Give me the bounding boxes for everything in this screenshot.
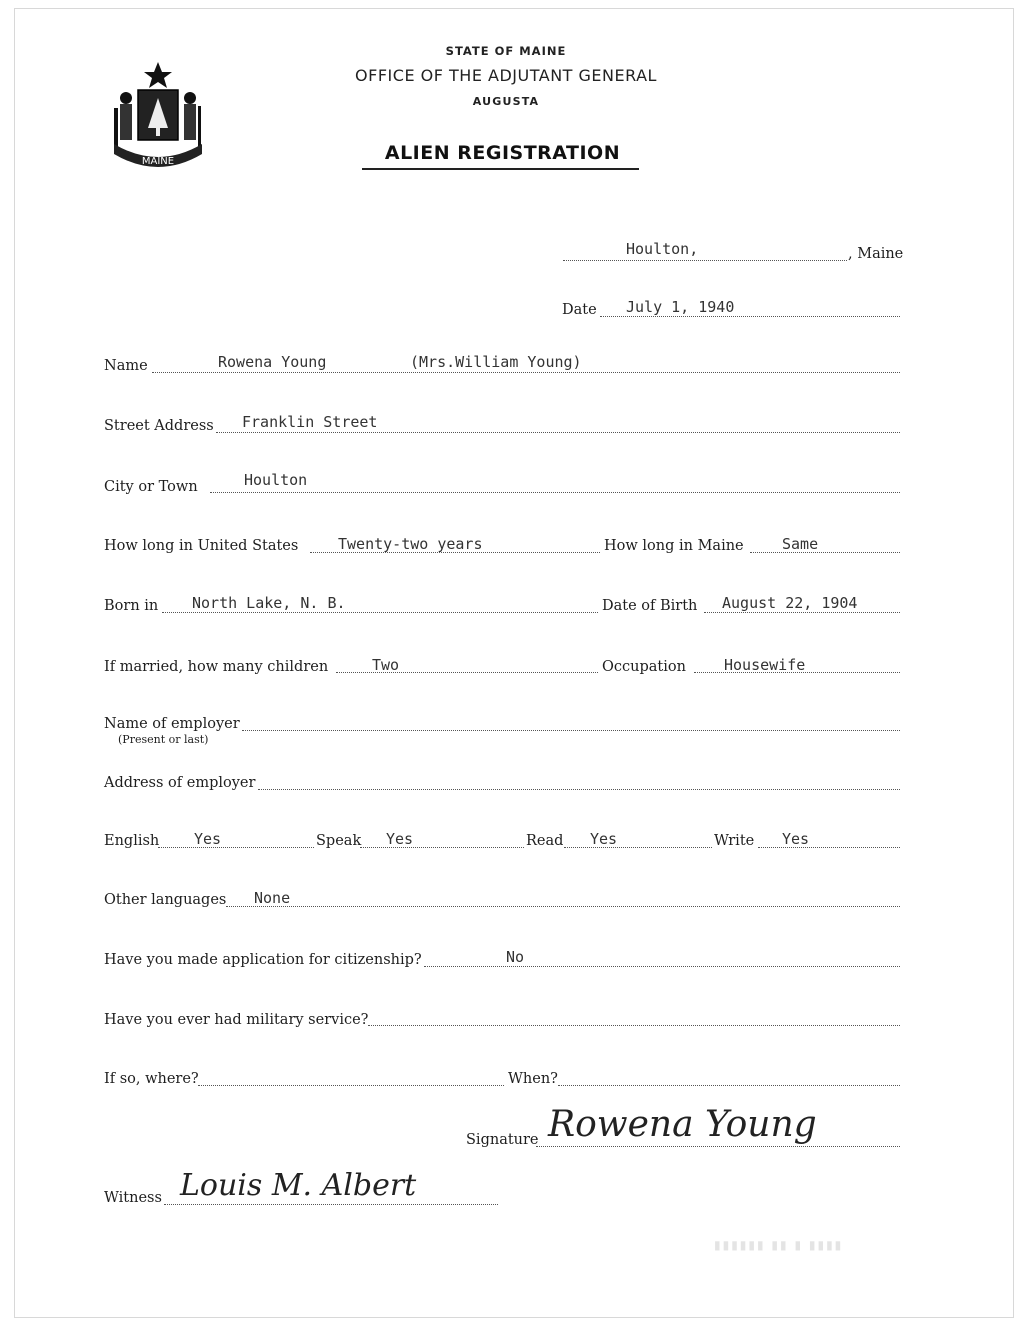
name-alias-value[interactable]: (Mrs.William Young)	[410, 353, 582, 371]
born-label: Born in	[104, 598, 159, 614]
when-dots[interactable]	[558, 1085, 900, 1086]
write-value[interactable]: Yes	[782, 830, 810, 848]
date-dots	[600, 316, 900, 317]
other-languages-value[interactable]: None	[254, 889, 291, 907]
other-languages-dots	[226, 906, 900, 907]
office-heading: OFFICE OF THE ADJUTANT GENERAL	[355, 66, 657, 85]
read-dots	[564, 847, 712, 848]
when-label: When?	[508, 1071, 558, 1087]
witness-label: Witness	[104, 1190, 162, 1206]
witness-value[interactable]: Louis M. Albert	[180, 1168, 417, 1203]
place-value[interactable]: Houlton,	[626, 240, 699, 258]
place-dots	[563, 260, 847, 261]
employer-sublabel: (Present or last)	[118, 733, 209, 746]
title-underline	[362, 168, 639, 170]
signature-value[interactable]: Rowena Young	[548, 1104, 817, 1145]
maine-value[interactable]: Same	[782, 535, 819, 553]
date-value[interactable]: July 1, 1940	[626, 298, 735, 316]
other-languages-label: Other languages	[104, 892, 227, 908]
maine-state-seal-icon	[104, 58, 212, 180]
employer-dots[interactable]	[242, 730, 900, 731]
write-label: Write	[714, 833, 755, 849]
form-title: ALIEN REGISTRATION	[384, 142, 621, 164]
city-value[interactable]: Houlton	[244, 471, 308, 489]
speak-dots	[360, 847, 524, 848]
english-dots	[158, 847, 314, 848]
citizenship-dots	[424, 966, 900, 967]
citizenship-value[interactable]: No	[506, 948, 525, 966]
children-value[interactable]: Two	[372, 656, 400, 674]
employer-address-dots[interactable]	[258, 789, 900, 790]
children-label: If married, how many children	[104, 659, 329, 675]
dob-value[interactable]: August 22, 1904	[722, 594, 858, 612]
date-label: Date	[562, 302, 597, 318]
english-label: English	[104, 833, 160, 849]
name-value[interactable]: Rowena Young	[218, 353, 327, 371]
us-value[interactable]: Twenty-two years	[338, 535, 483, 553]
us-label: How long in United States	[104, 538, 299, 554]
born-dots	[162, 612, 598, 613]
employer-address-label: Address of employer	[104, 775, 256, 791]
street-value[interactable]: Franklin Street	[242, 413, 378, 431]
read-value[interactable]: Yes	[590, 830, 618, 848]
state-heading: STATE OF MAINE	[445, 44, 567, 58]
where-label: If so, where?	[104, 1071, 199, 1087]
military-label: Have you ever had military service?	[104, 1012, 369, 1028]
street-label: Street Address	[104, 418, 214, 434]
employer-label: Name of employer	[104, 716, 240, 732]
military-dots[interactable]	[368, 1025, 900, 1026]
read-label: Read	[526, 833, 564, 849]
write-dots	[758, 847, 900, 848]
occupation-value[interactable]: Housewife	[724, 656, 806, 674]
name-label: Name	[104, 358, 148, 374]
place-suffix: , Maine	[848, 246, 904, 262]
city-dots	[210, 492, 900, 493]
born-value[interactable]: North Lake, N. B.	[192, 594, 346, 612]
english-value[interactable]: Yes	[194, 830, 222, 848]
speak-value[interactable]: Yes	[386, 830, 414, 848]
maine-dots	[750, 552, 900, 553]
citizenship-label: Have you made application for citizenship?	[104, 952, 422, 968]
city-label: City or Town	[104, 479, 198, 495]
witness-dots	[164, 1204, 498, 1205]
occupation-label: Occupation	[602, 659, 686, 675]
signature-dots	[536, 1146, 900, 1147]
signature-label: Signature	[466, 1132, 539, 1148]
svg-text:MAINE: MAINE	[141, 156, 175, 167]
name-dots	[152, 372, 900, 373]
dob-label: Date of Birth	[602, 598, 698, 614]
dob-dots	[704, 612, 900, 613]
street-dots	[216, 432, 900, 433]
where-dots[interactable]	[198, 1085, 504, 1086]
maine-label: How long in Maine	[604, 538, 744, 554]
faded-receipt-stamp: ▮▮▮▮▮▮ ▮▮ ▮ ▮▮▮▮	[714, 1238, 844, 1252]
speak-label: Speak	[316, 833, 362, 849]
city-heading: AUGUSTA	[472, 95, 540, 108]
